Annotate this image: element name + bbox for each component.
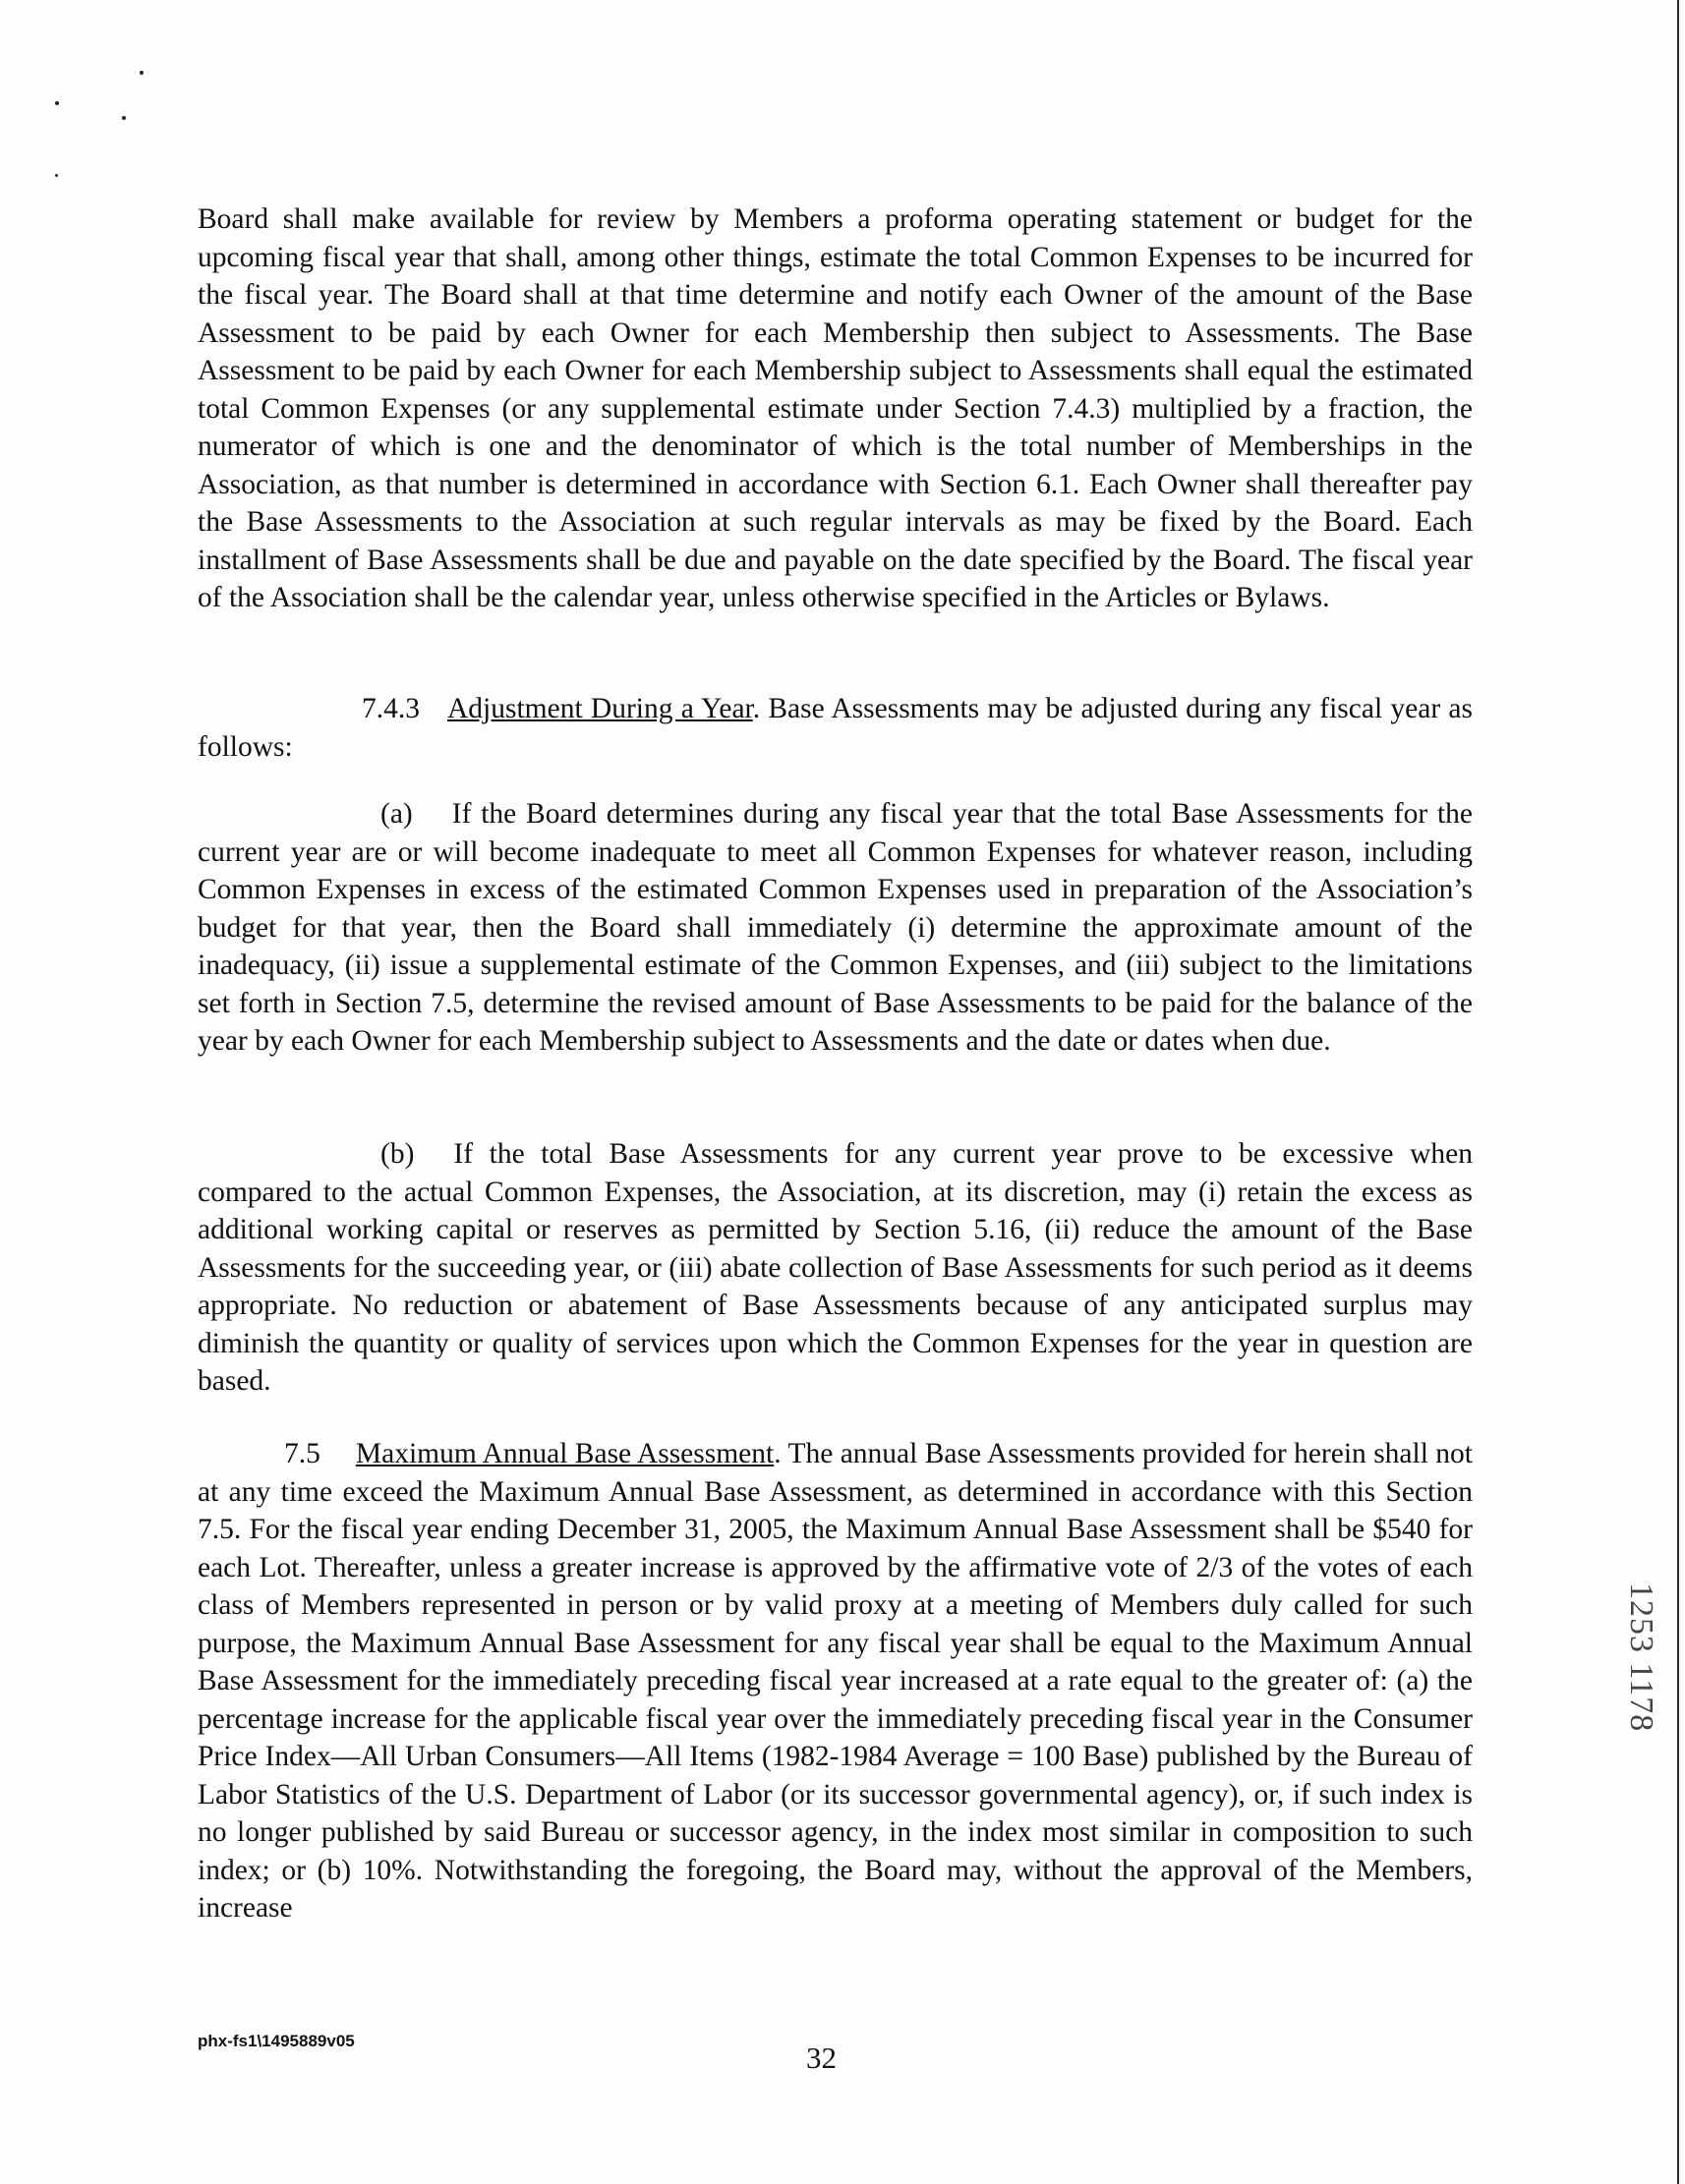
section-heading: Adjustment During a Year (447, 693, 753, 724)
subsection-a (198, 795, 1473, 1061)
scan-speck (140, 71, 144, 75)
subsection-label: (a) (380, 798, 413, 830)
footer-document-id: phx-fs1\1495889v05 (198, 2032, 355, 2050)
scan-speck (55, 174, 58, 177)
recording-stamp: 1253 1178 (1623, 1582, 1659, 1733)
page-number: 32 (806, 2040, 837, 2075)
subsection-text: If the Board determines during any fiscal year that the total Base Assessments for the current year are or will become inadequate to meet all Common Expenses for whatever reason, including Common Expenses in excess of the estimated Common Expenses used in preparation of the Association’s budget for that year, then the Board shall immediately (i) determine the approximate amount of the inadequacy, (ii) issue a supplemental estimate of the Common Expenses, and (iii) subject to the limitations set forth in Section 7.5, determine the revised amount of Base Assessments to be paid for the balance of the year by each Owner for each Membership subject to Assessments and the date or dates when due. (198, 798, 1473, 1057)
section-text: . Base Assessments may be adjusted during any fiscal year as follows: (198, 693, 1473, 763)
scan-speck (55, 101, 59, 105)
subsection-label: (b) (380, 1138, 415, 1170)
subsection-text: If the total Base Assessments for any current year prove to be excessive when compared to the actual Common Expenses, the Association, at its discretion, may (i) retain the excess as additional working capital or reserves as permitted by Section 5.16, (ii) reduce the amount of the Base Assessments for the succeeding year, or (iii) abate collection of Base Assessments for such period as it deems appropriate. No reduction or abatement of Base Assessments because of any anticipated surplus may diminish the quantity or quality of services upon which the Common Expenses for the year in question are based. (198, 1138, 1473, 1397)
section-heading: Maximum Annual Base Assessment (355, 1438, 775, 1469)
section-text: . The annual Base Assessments provided for herein shall not at any time exceed the Maximum Annual Base Assessment, as determined in accordance with this Section 7.5. For the fiscal year ending December 31, 2005, the Maximum Annual Base Assessment shall be $540 for each Lot. Thereafter, unless a greater increase is approved by the affirmative vote of 2/3 of the votes of each class of Members represented in person or by valid proxy at a meeting of Members duly called for such purpose, the Maximum Annual Base Assessment for any fiscal year shall be equal to the Maximum Annual Base Assessment for the immediately preceding fiscal year increased at a rate equal to the greater of: (a) the percentage increase for the applicable fiscal year over the immediately preceding fiscal year in the Consumer Price Index—All Urban Consumers—All Items (1982-1984 Average = 100 Base) published by the Bureau of Labor Statistics of the U.S. Department of Labor (or its successor governmental agency), or, if such index is no longer published by said Bureau or successor agency, in the index most similar in composition to such index; or (b) 10%. Notwithstanding the foregoing, the Board may, without the approval of the Members, increase (198, 1438, 1473, 1924)
paragraph-budget: Board shall make available for review by Members a proforma operating statement or budget for the upcoming fiscal year that shall, among other things, estimate the total Common Expenses to be incurred for the fiscal year. The Board shall at that time determine and notify each Owner of the amount of the Base Assessment to be paid by each Owner for each Membership then subject to Assessments. The Base Assessment to be paid by each Owner for each Membership subject to Assessments shall equal the estimated total Common Expenses (or any supplemental estimate under Section 7.4.3) multiplied by a fraction, the numerator of which is one and the denominator of which is the total number of Memberships in the Association, as that number is determined in accordance with Section 6.1. Each Owner shall thereafter pay the Base Assessments to the Association at such regular intervals as may be fixed by the Board. Each installment of Base Assessments shall be due and payable on the date specified by the Board. The fiscal year of the Association shall be the calendar year, unless otherwise specified in the Articles or Bylaws. (198, 203, 1473, 613)
section-number: 7.4.3 (362, 693, 420, 724)
section-7-5 (198, 1435, 1473, 1927)
scan-speck (122, 116, 126, 120)
section-7-4-3 (198, 690, 1473, 766)
subsection-b (198, 1135, 1473, 1401)
page-edge (1677, 0, 1679, 2184)
section-number: 7.5 (284, 1438, 320, 1469)
